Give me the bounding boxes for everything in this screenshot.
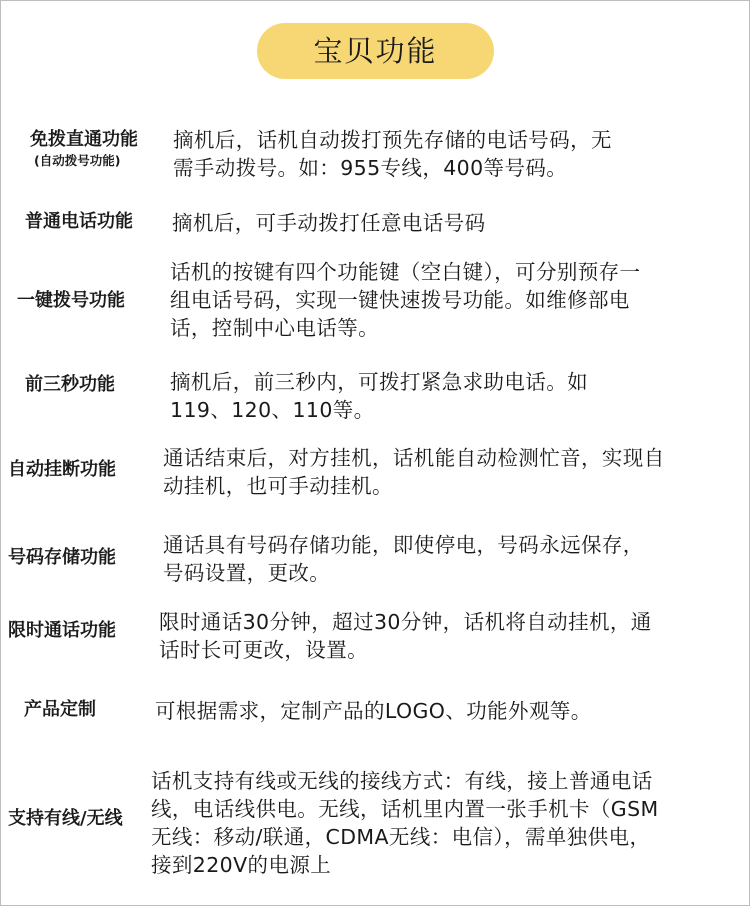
desc-line: 摘机后，前三秒内，可拨打紧急求助电话。如 (170, 370, 588, 394)
feature-desc-direct-dial (173, 126, 612, 182)
feature-label-text: 限时通话功能 (8, 620, 116, 641)
feature-label-direct-dial (30, 128, 138, 170)
desc-line: 通话结束后，对方挂机，话机能自动检测忙音，实现自 (163, 446, 665, 470)
feature-label-wired-wireless (8, 807, 123, 831)
desc-line: 话机的按键有四个功能键（空白键），可分别预存一 (170, 260, 641, 284)
feature-label-one-key-dial (17, 289, 125, 313)
feature-desc-first-three-seconds (170, 368, 588, 424)
desc-line: 号码设置，更改。 (163, 561, 331, 585)
feature-label-text: 前三秒功能 (25, 374, 115, 395)
feature-desc-one-key-dial (170, 258, 640, 342)
feature-label-number-storage (8, 546, 116, 570)
desc-line: 需手动拨号。如：955专线，400等号码。 (173, 156, 568, 180)
desc-line: 通话具有号码存储功能，即使停电，号码永远保存， (163, 533, 644, 557)
feature-label-text: 一键拨号功能 (17, 290, 125, 311)
feature-label-normal-call (25, 210, 133, 234)
feature-desc-wired-wireless (151, 767, 659, 879)
feature-desc-number-storage (163, 531, 644, 587)
feature-desc-time-limit (159, 608, 652, 664)
feature-desc-auto-hangup (163, 444, 665, 500)
desc-line: 话机支持有线或无线的接线方式：有线，接上普通电话 (151, 769, 653, 793)
desc-line: 摘机后，话机自动拨打预先存储的电话号码，无 (173, 128, 612, 152)
section-title (257, 23, 494, 79)
desc-line: 接到220V的电源上 (151, 853, 332, 877)
desc-line: 摘机后，可手动拨打任意电话号码 (172, 211, 486, 235)
feature-label-customization (24, 698, 96, 722)
feature-label-text: 免拨直通功能 (30, 129, 138, 150)
desc-line: 组电话号码，实现一键快速拨号功能。如维修部电 (170, 288, 630, 312)
feature-desc-customization (155, 697, 592, 725)
feature-label-time-limit (8, 619, 116, 643)
feature-label-text: 号码存储功能 (8, 547, 116, 568)
desc-line: 限时通话30分钟，超过30分钟，话机将自动挂机，通 (159, 610, 652, 634)
desc-line: 话时长可更改，设置。 (159, 638, 368, 662)
desc-line: 话，控制中心电话等。 (170, 316, 379, 340)
feature-label-text: 自动挂断功能 (8, 459, 116, 480)
desc-line: 119、120、110等。 (170, 398, 375, 422)
feature-desc-normal-call (172, 209, 486, 237)
desc-line: 可根据需求，定制产品的LOGO、功能外观等。 (155, 699, 592, 723)
desc-line: 线，电话线供电。无线，话机里内置一张手机卡（GSM (151, 797, 659, 821)
feature-label-text: 产品定制 (24, 699, 96, 720)
desc-line: 动挂机，也可手动挂机。 (163, 474, 393, 498)
section-title-text: 宝贝功能 (313, 34, 438, 68)
feature-label-auto-hangup (8, 458, 116, 482)
feature-sublabel: (自动拨号功能) (34, 153, 121, 168)
feature-label-first-three-seconds (25, 373, 115, 397)
desc-line: 无线：移动/联通，CDMA无线：电信），需单独供电， (151, 825, 651, 849)
feature-label-text: 普通电话功能 (25, 211, 133, 232)
feature-label-text: 支持有线/无线 (8, 808, 123, 829)
